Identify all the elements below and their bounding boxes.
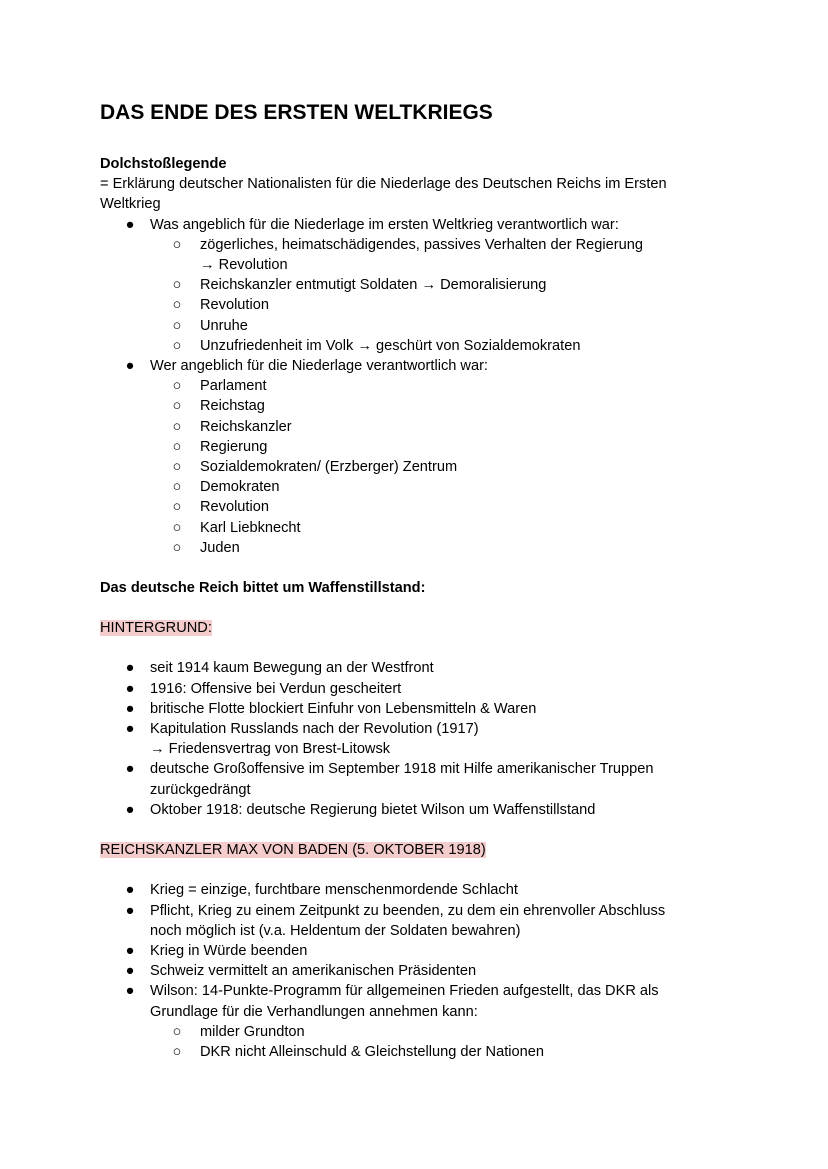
list-item-text: milder Grundton: [200, 1023, 305, 1040]
list-item-what: [100, 215, 720, 356]
list-item-text: Revolution: [200, 499, 269, 516]
who-sublist: [150, 376, 720, 558]
wilson-sublist: [150, 1022, 720, 1062]
list-item: [100, 275, 720, 295]
spacer: [100, 598, 720, 618]
page-title: DAS ENDE DES ERSTEN WELTKRIEGS: [100, 101, 493, 124]
list-item: [100, 699, 720, 719]
filled-bullet-icon: ●: [125, 660, 135, 677]
list-item-text: Sozialdemokraten/ (Erzberger) Zentrum: [200, 459, 458, 476]
filled-bullet-icon: ●: [125, 801, 135, 818]
list-item-text: Karl Liebknecht: [200, 519, 301, 536]
list-item-text: Kapitulation Russlands nach der Revolution (1917): [150, 721, 479, 738]
list-item: [100, 417, 720, 437]
filled-bullet-icon: ●: [125, 942, 135, 959]
list-item-continuation: → Friedensvertrag von Brest-Litowsk: [150, 741, 391, 758]
hollow-bullet-icon: ○: [172, 1043, 182, 1060]
hollow-bullet-icon: ○: [172, 479, 182, 496]
list-item: [100, 759, 720, 799]
list-item-text: Krieg = einzige, furchtbare menschenmordende Schlacht: [150, 882, 518, 899]
list-item: [100, 1022, 720, 1042]
hollow-bullet-icon: ○: [172, 519, 182, 536]
hollow-bullet-icon: ○: [172, 317, 182, 334]
spacer: [100, 558, 720, 578]
hollow-bullet-icon: ○: [172, 418, 182, 435]
hollow-bullet-icon: ○: [172, 459, 182, 476]
list-item-text: zögerliches, heimatschädigendes, passives Verhalten der Regierung: [200, 236, 643, 253]
list-item: [100, 901, 720, 941]
list-item-text: Parlament: [200, 378, 267, 395]
filled-bullet-icon: ●: [125, 721, 135, 738]
list-item: [100, 538, 720, 558]
what-label: Was angeblich für die Niederlage im ersten Weltkrieg verantwortlich war:: [150, 216, 619, 233]
hintergrund-heading: [100, 618, 720, 638]
maxvonbaden-list: [100, 880, 720, 1062]
list-item-text: britische Flotte blockiert Einfuhr von Lebensmitteln & Waren: [150, 700, 537, 717]
filled-bullet-icon: ●: [125, 902, 135, 919]
spacer: [100, 638, 720, 658]
highlighted-heading: REICHSKANZLER MAX VON BADEN (5. OKTOBER 1918): [100, 842, 486, 859]
list-item-text: Revolution: [200, 297, 269, 314]
list-item: [100, 437, 720, 457]
document-page: [100, 98, 720, 1062]
section-dolchstosslegende: [100, 154, 720, 558]
list-item: [100, 235, 720, 275]
list-item-text: Reichskanzler entmutigt Soldaten → Demoralisierung: [200, 277, 547, 294]
list-item-text: 1916: Offensive bei Verdun gescheitert: [150, 680, 402, 697]
filled-bullet-icon: ●: [125, 216, 135, 233]
maxvonbaden-heading: [100, 840, 720, 860]
filled-bullet-icon: ●: [125, 680, 135, 697]
list-item-text: seit 1914 kaum Bewegung an der Westfront: [150, 660, 434, 677]
filled-bullet-icon: ●: [125, 983, 135, 1000]
list-item: [100, 316, 720, 336]
list-item: [100, 1042, 720, 1062]
list-item-text: Unzufriedenheit im Volk → geschürt von Sozialdemokraten: [200, 337, 581, 354]
filled-bullet-icon: ●: [125, 761, 135, 778]
dolchstoss-definition: = Erklärung deutscher Nationalisten für die Niederlage des Deutschen Reichs im Ersten Weltkrieg: [100, 176, 667, 213]
highlighted-heading: HINTERGRUND:: [100, 620, 212, 637]
filled-bullet-icon: ●: [125, 963, 135, 980]
what-sublist: [150, 235, 720, 356]
hollow-bullet-icon: ○: [172, 499, 182, 516]
hollow-bullet-icon: ○: [172, 337, 182, 354]
dolchstoss-list: [100, 215, 720, 558]
list-item: [100, 981, 720, 1062]
list-item: [100, 800, 720, 820]
list-item: [100, 880, 720, 900]
filled-bullet-icon: ●: [125, 358, 135, 375]
list-item-text: Demokraten: [200, 479, 280, 496]
filled-bullet-icon: ●: [125, 700, 135, 717]
hollow-bullet-icon: ○: [172, 398, 182, 415]
spacer: [100, 820, 720, 840]
list-item-text: Regierung: [200, 438, 268, 455]
list-item: [100, 941, 720, 961]
list-item: [100, 376, 720, 396]
list-item: [100, 961, 720, 981]
list-item-text: Wilson: 14-Punkte-Programm für allgemeinen Frieden aufgestellt, das DKR als: [150, 983, 659, 1000]
list-item-continuation: Grundlage für die Verhandlungen annehmen kann:: [150, 1003, 478, 1020]
hollow-bullet-icon: ○: [172, 539, 182, 556]
spacer: [100, 860, 720, 880]
list-item-who: [100, 356, 720, 558]
hollow-bullet-icon: ○: [172, 438, 182, 455]
list-item-continuation: → Revolution: [200, 257, 288, 274]
list-item-text: Krieg in Würde beenden: [150, 942, 308, 959]
list-item-text: Reichstag: [200, 398, 265, 415]
waffenstillstand-heading: Das deutsche Reich bittet um Waffenstillstand:: [100, 580, 426, 597]
list-item: [100, 658, 720, 678]
hollow-bullet-icon: ○: [172, 378, 182, 395]
filled-bullet-icon: ●: [125, 882, 135, 899]
list-item: [100, 477, 720, 497]
hollow-bullet-icon: ○: [172, 236, 182, 253]
list-item: [100, 396, 720, 416]
list-item-continuation: noch möglich ist (v.a. Heldentum der Soldaten bewahren): [150, 922, 521, 939]
dolchstoss-heading: Dolchstoßlegende: [100, 156, 227, 172]
list-item-text: Schweiz vermittelt an amerikanischen Präsidenten: [150, 963, 477, 980]
list-item: [100, 295, 720, 315]
list-item: [100, 679, 720, 699]
list-item: [100, 497, 720, 517]
hollow-bullet-icon: ○: [172, 277, 182, 294]
list-item-text: deutsche Großoffensive im September 1918 mit Hilfe amerikanischer Truppen: [150, 761, 654, 778]
list-item-text: Pflicht, Krieg zu einem Zeitpunkt zu beenden, zu dem ein ehrenvoller Abschluss: [150, 902, 666, 919]
list-item-text: Unruhe: [200, 317, 248, 334]
list-item: [100, 719, 720, 759]
list-item: [100, 336, 720, 356]
hollow-bullet-icon: ○: [172, 297, 182, 314]
list-item: [100, 518, 720, 538]
list-item-text: Reichskanzler: [200, 418, 292, 435]
list-item-text: Oktober 1918: deutsche Regierung bietet Wilson um Waffenstillstand: [150, 801, 596, 818]
list-item-text: Juden: [200, 539, 240, 556]
list-item-continuation: zurückgedrängt: [150, 781, 251, 798]
list-item: [100, 457, 720, 477]
hintergrund-list: [100, 658, 720, 820]
list-item-text: DKR nicht Alleinschuld & Gleichstellung der Nationen: [200, 1043, 544, 1060]
who-label: Wer angeblich für die Niederlage verantwortlich war:: [150, 358, 488, 375]
hollow-bullet-icon: ○: [172, 1023, 182, 1040]
